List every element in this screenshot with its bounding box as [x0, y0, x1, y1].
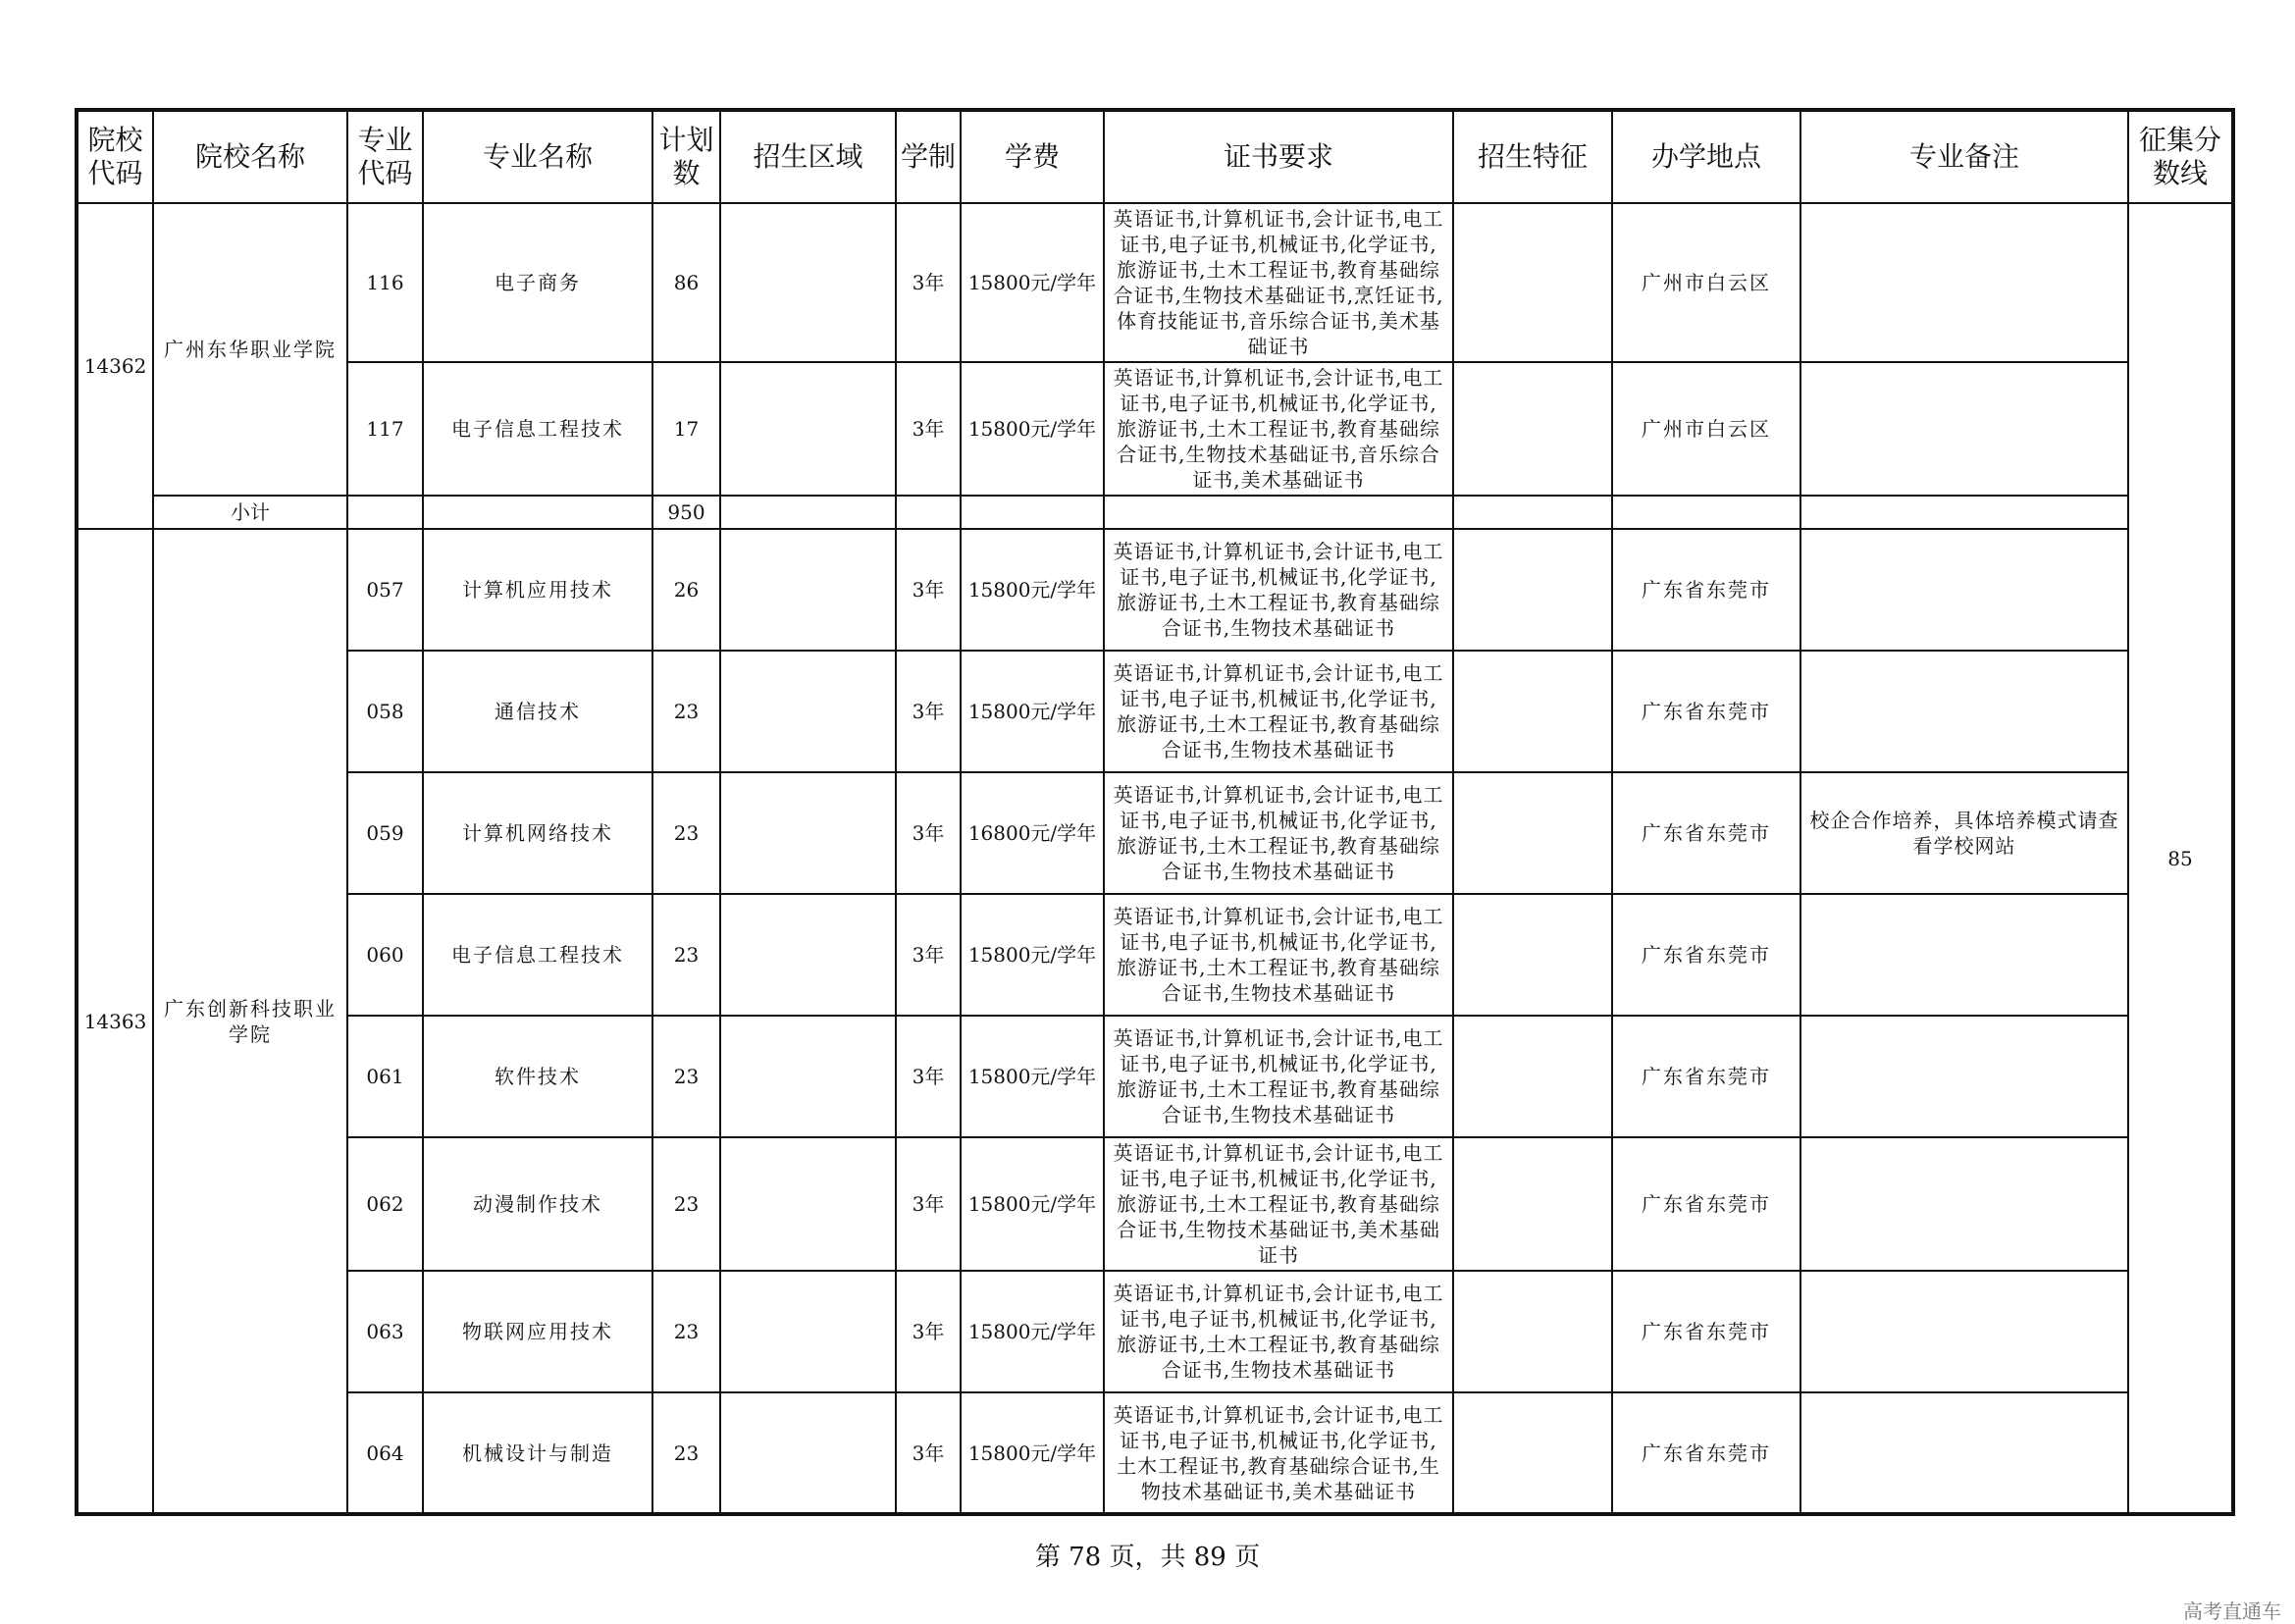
header-cutoff: 征集分数线 — [2128, 110, 2233, 203]
major-name-cell: 电子信息工程技术 — [423, 362, 652, 496]
admissions-table — [75, 108, 2235, 1516]
subtotal-label: 小计 — [153, 496, 347, 529]
feature-cell — [1453, 1392, 1612, 1514]
subtotal-empty-cell — [1612, 496, 1800, 529]
remark-cell — [1800, 651, 2128, 772]
remark-cell — [1800, 1016, 2128, 1137]
cert-cell: 英语证书,计算机证书,会计证书,电工证书,电子证书,机械证书,化学证书,旅游证书,土木工程证书,教育基础综合证书,生物技术基础证书,音乐综合证书,美术基础证书 — [1104, 362, 1453, 496]
cutoff-cell: 85 — [2128, 203, 2233, 1514]
remark-cell — [1800, 1137, 2128, 1271]
cert-cell: 英语证书,计算机证书,会计证书,电工证书,电子证书,机械证书,化学证书,旅游证书,土木工程证书,教育基础综合证书,生物技术基础证书 — [1104, 529, 1453, 651]
header-duration: 学制 — [896, 110, 961, 203]
plan-cell: 23 — [652, 1137, 720, 1271]
region-cell — [720, 651, 896, 772]
major-code-cell: 059 — [347, 772, 423, 894]
duration-cell: 3年 — [896, 362, 961, 496]
feature-cell — [1453, 1271, 1612, 1392]
plan-cell: 23 — [652, 772, 720, 894]
location-cell: 广东省东莞市 — [1612, 651, 1800, 772]
region-cell — [720, 772, 896, 894]
subtotal-plan: 950 — [652, 496, 720, 529]
table-row — [77, 1137, 2233, 1271]
region-cell — [720, 1016, 896, 1137]
remark-cell — [1800, 1392, 2128, 1514]
feature-cell — [1453, 894, 1612, 1016]
cert-cell: 英语证书,计算机证书,会计证书,电工证书,电子证书,机械证书,化学证书,旅游证书,土木工程证书,教育基础综合证书,生物技术基础证书 — [1104, 1016, 1453, 1137]
major-code-cell: 064 — [347, 1392, 423, 1514]
table-row — [77, 1392, 2233, 1514]
duration-cell: 3年 — [896, 203, 961, 362]
tuition-cell: 15800元/学年 — [961, 651, 1104, 772]
duration-cell: 3年 — [896, 651, 961, 772]
plan-cell: 17 — [652, 362, 720, 496]
tuition-cell: 15800元/学年 — [961, 1137, 1104, 1271]
region-cell — [720, 203, 896, 362]
location-cell: 广东省东莞市 — [1612, 772, 1800, 894]
tuition-cell: 15800元/学年 — [961, 529, 1104, 651]
subtotal-major-code — [347, 496, 423, 529]
table-row — [77, 894, 2233, 1016]
subtotal-major-name — [423, 496, 652, 529]
major-name-cell: 计算机网络技术 — [423, 772, 652, 894]
remark-cell: 校企合作培养，具体培养模式请查看学校网站 — [1800, 772, 2128, 894]
major-name-cell: 计算机应用技术 — [423, 529, 652, 651]
plan-cell: 23 — [652, 651, 720, 772]
page-number: 第 78 页，共 89 页 — [1034, 1543, 1261, 1572]
major-code-cell: 058 — [347, 651, 423, 772]
subtotal-row — [77, 496, 2233, 529]
remark-cell — [1800, 362, 2128, 496]
feature-cell — [1453, 651, 1612, 772]
region-cell — [720, 894, 896, 1016]
major-code-cell: 060 — [347, 894, 423, 1016]
header-tuition: 学费 — [961, 110, 1104, 203]
tuition-cell: 15800元/学年 — [961, 362, 1104, 496]
tuition-cell: 16800元/学年 — [961, 772, 1104, 894]
header-cert: 证书要求 — [1104, 110, 1453, 203]
table-row — [77, 772, 2233, 894]
major-code-cell: 116 — [347, 203, 423, 362]
cert-cell: 英语证书,计算机证书,会计证书,电工证书,电子证书,机械证书,化学证书,旅游证书,土木工程证书,教育基础综合证书,生物技术基础证书 — [1104, 894, 1453, 1016]
major-name-cell: 软件技术 — [423, 1016, 652, 1137]
header-row — [77, 110, 2233, 203]
region-cell — [720, 362, 896, 496]
remark-cell — [1800, 529, 2128, 651]
remark-cell — [1800, 894, 2128, 1016]
header-major-code: 专业代码 — [347, 110, 423, 203]
cert-cell: 英语证书,计算机证书,会计证书,电工证书,电子证书,机械证书,化学证书,土木工程证书,教育基础综合证书,生物技术基础证书,美术基础证书 — [1104, 1392, 1453, 1514]
cert-cell: 英语证书,计算机证书,会计证书,电工证书,电子证书,机械证书,化学证书,旅游证书,土木工程证书,教育基础综合证书,生物技术基础证书 — [1104, 772, 1453, 894]
feature-cell — [1453, 1137, 1612, 1271]
major-name-cell: 通信技术 — [423, 651, 652, 772]
table-row — [77, 1016, 2233, 1137]
header-region: 招生区域 — [720, 110, 896, 203]
major-name-cell: 物联网应用技术 — [423, 1271, 652, 1392]
major-code-cell: 062 — [347, 1137, 423, 1271]
location-cell: 广州市白云区 — [1612, 203, 1800, 362]
major-name-cell: 电子信息工程技术 — [423, 894, 652, 1016]
location-cell: 广东省东莞市 — [1612, 1137, 1800, 1271]
tuition-cell: 15800元/学年 — [961, 1271, 1104, 1392]
tuition-cell: 15800元/学年 — [961, 203, 1104, 362]
location-cell: 广东省东莞市 — [1612, 894, 1800, 1016]
cert-cell: 英语证书,计算机证书,会计证书,电工证书,电子证书,机械证书,化学证书,旅游证书,土木工程证书,教育基础综合证书,生物技术基础证书,美术基础证书 — [1104, 1137, 1453, 1271]
duration-cell: 3年 — [896, 1392, 961, 1514]
plan-cell: 23 — [652, 894, 720, 1016]
table-row — [77, 651, 2233, 772]
table-row — [77, 362, 2233, 496]
tuition-cell: 15800元/学年 — [961, 1016, 1104, 1137]
region-cell — [720, 1137, 896, 1271]
table-row — [77, 529, 2233, 651]
duration-cell: 3年 — [896, 772, 961, 894]
subtotal-empty-cell — [1104, 496, 1453, 529]
header-school-name: 院校名称 — [153, 110, 347, 203]
header-major-name: 专业名称 — [423, 110, 652, 203]
major-name-cell: 动漫制作技术 — [423, 1137, 652, 1271]
subtotal-empty-cell — [1453, 496, 1612, 529]
feature-cell — [1453, 772, 1612, 894]
feature-cell — [1453, 362, 1612, 496]
major-name-cell: 电子商务 — [423, 203, 652, 362]
feature-cell — [1453, 1016, 1612, 1137]
duration-cell: 3年 — [896, 1016, 961, 1137]
plan-cell: 23 — [652, 1016, 720, 1137]
duration-cell: 3年 — [896, 1271, 961, 1392]
region-cell — [720, 1271, 896, 1392]
header-remark: 专业备注 — [1800, 110, 2128, 203]
plan-cell: 86 — [652, 203, 720, 362]
tuition-cell: 15800元/学年 — [961, 1392, 1104, 1514]
location-cell: 广州市白云区 — [1612, 362, 1800, 496]
header-school-code: 院校代码 — [77, 110, 153, 203]
major-name-cell: 机械设计与制造 — [423, 1392, 652, 1514]
cert-cell: 英语证书,计算机证书,会计证书,电工证书,电子证书,机械证书,化学证书,旅游证书,土木工程证书,教育基础综合证书,生物技术基础证书,烹饪证书,体育技能证书,音乐综合证书,美术基础证书 — [1104, 203, 1453, 362]
school-code-cell: 14363 — [77, 529, 153, 1514]
subtotal-empty-cell — [896, 496, 961, 529]
subtotal-empty-cell — [720, 496, 896, 529]
school-name-cell: 广东创新科技职业学院 — [153, 529, 347, 1514]
table-row — [77, 1271, 2233, 1392]
duration-cell: 3年 — [896, 894, 961, 1016]
header-location: 办学地点 — [1612, 110, 1800, 203]
watermark: 高考直通车 — [2183, 1599, 2281, 1623]
feature-cell — [1453, 203, 1612, 362]
school-name-cell: 广州东华职业学院 — [153, 203, 347, 496]
header-plan: 计划数 — [652, 110, 720, 203]
major-code-cell: 057 — [347, 529, 423, 651]
subtotal-empty-cell — [961, 496, 1104, 529]
school-code-cell: 14362 — [77, 203, 153, 529]
location-cell: 广东省东莞市 — [1612, 1271, 1800, 1392]
major-code-cell: 061 — [347, 1016, 423, 1137]
tuition-cell: 15800元/学年 — [961, 894, 1104, 1016]
cert-cell: 英语证书,计算机证书,会计证书,电工证书,电子证书,机械证书,化学证书,旅游证书,土木工程证书,教育基础综合证书,生物技术基础证书 — [1104, 651, 1453, 772]
location-cell: 广东省东莞市 — [1612, 1392, 1800, 1514]
plan-cell: 23 — [652, 1271, 720, 1392]
remark-cell — [1800, 1271, 2128, 1392]
subtotal-empty-cell — [1800, 496, 2128, 529]
table-row — [77, 203, 2233, 362]
plan-cell: 23 — [652, 1392, 720, 1514]
duration-cell: 3年 — [896, 529, 961, 651]
region-cell — [720, 529, 896, 651]
feature-cell — [1453, 529, 1612, 651]
cert-cell: 英语证书,计算机证书,会计证书,电工证书,电子证书,机械证书,化学证书,旅游证书,土木工程证书,教育基础综合证书,生物技术基础证书 — [1104, 1271, 1453, 1392]
header-feature: 招生特征 — [1453, 110, 1612, 203]
duration-cell: 3年 — [896, 1137, 961, 1271]
plan-cell: 26 — [652, 529, 720, 651]
remark-cell — [1800, 203, 2128, 362]
location-cell: 广东省东莞市 — [1612, 529, 1800, 651]
major-code-cell: 117 — [347, 362, 423, 496]
major-code-cell: 063 — [347, 1271, 423, 1392]
location-cell: 广东省东莞市 — [1612, 1016, 1800, 1137]
region-cell — [720, 1392, 896, 1514]
